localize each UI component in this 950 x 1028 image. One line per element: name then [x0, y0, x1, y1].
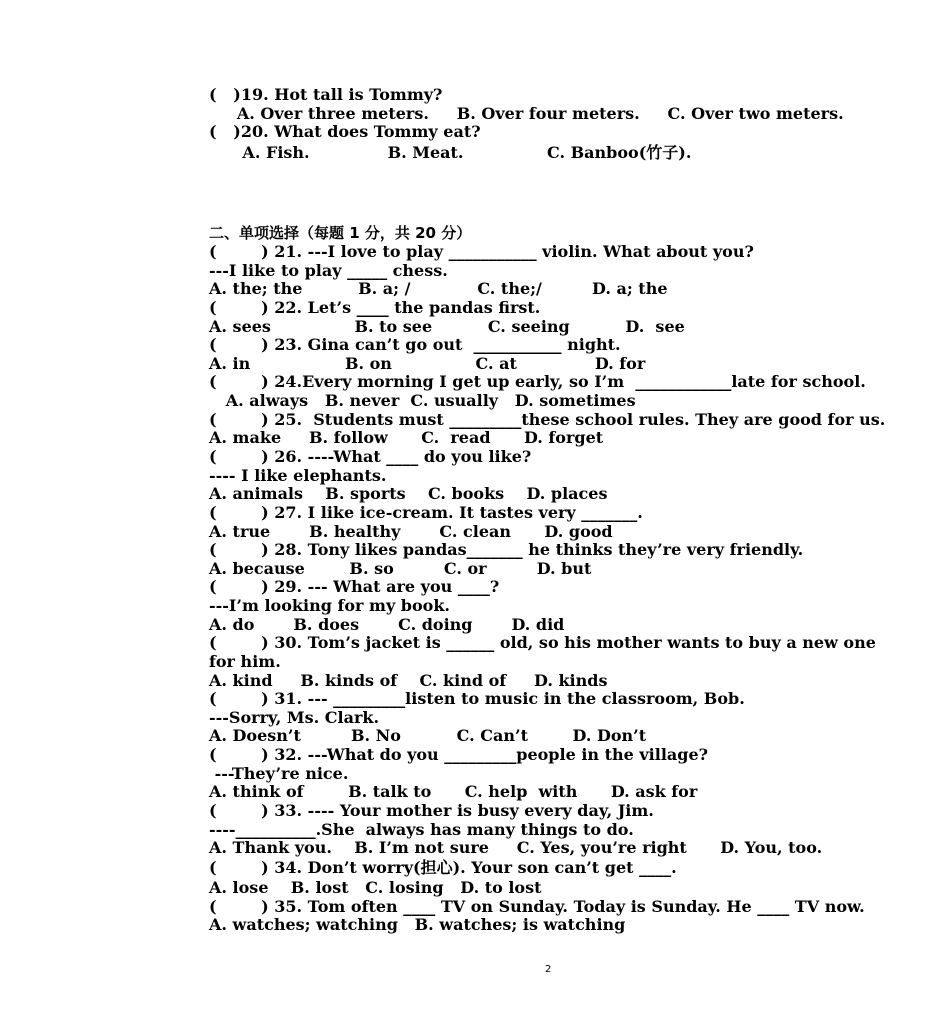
- question-29-options: A. do B. does C. doing D. did: [209, 615, 565, 634]
- question-28: ( ) 28. Tony likes pandas_______ he thinks they’re very friendly.: [209, 540, 804, 559]
- question-30: ( ) 30. Tom’s jacket is ______ old, so his mother wants to buy a new one: [209, 633, 876, 652]
- question-21-options: A. the; the B. a; / C. the;/ D. a; the: [209, 279, 668, 298]
- question-33-line-2: ----__________.She always has many things to do.: [209, 820, 634, 839]
- question-29: ( ) 29. --- What are you ____?: [209, 577, 500, 596]
- question-30-line-2: for him.: [209, 652, 281, 671]
- question-21-line-2: ---I like to play _____ chess.: [209, 261, 448, 280]
- question-34-options: A. lose B. lost C. losing D. to lost: [209, 878, 542, 897]
- question-20: ( )20. What does Tommy eat?: [209, 122, 481, 141]
- question-32-options: A. think of B. talk to C. help with D. ask for: [209, 782, 698, 801]
- question-25: ( ) 25. Students must _________these school rules. They are good for us.: [209, 410, 886, 429]
- question-21: ( ) 21. ---I love to play ___________ violin. What about you?: [209, 242, 754, 261]
- question-23-options: A. in B. on C. at D. for: [209, 354, 646, 373]
- question-26: ( ) 26. ----What ____ do you like?: [209, 447, 532, 466]
- page-number: 2: [545, 964, 552, 975]
- question-20-options: A. Fish. B. Meat. C. Banboo(竹子).: [209, 143, 692, 162]
- question-35-options: A. watches; watching B. watches; is watching: [209, 915, 626, 934]
- question-32-line-2: ---They’re nice.: [209, 764, 349, 783]
- question-35: ( ) 35. Tom often ____ TV on Sunday. Today is Sunday. He ____ TV now.: [209, 897, 865, 916]
- question-27: ( ) 27. I like ice-cream. It tastes very _______.: [209, 503, 643, 522]
- question-33-options: A. Thank you. B. I’m not sure C. Yes, you’re right D. You, too.: [209, 838, 823, 857]
- question-33: ( ) 33. ---- Your mother is busy every day, Jim.: [209, 801, 654, 820]
- question-27-options: A. true B. healthy C. clean D. good: [209, 522, 613, 541]
- question-24: ( ) 24.Every morning I get up early, so I’m ____________late for school.: [209, 372, 866, 391]
- question-19-options: A. Over three meters. B. Over four meters. C. Over two meters.: [209, 104, 844, 123]
- question-25-options: A. make B. follow C. read D. forget: [209, 428, 604, 447]
- question-22-options: A. sees B. to see C. seeing D. see: [209, 317, 685, 336]
- question-31-options: A. Doesn’t B. No C. Can’t D. Don’t: [209, 726, 647, 745]
- question-29-line-2: ---I’m looking for my book.: [209, 596, 450, 615]
- question-31: ( ) 31. --- _________listen to music in the classroom, Bob.: [209, 689, 745, 708]
- question-28-options: A. because B. so C. or D. but: [209, 559, 592, 578]
- question-26-line-2: ---- I like elephants.: [209, 466, 387, 485]
- question-26-options: A. animals B. sports C. books D. places: [209, 484, 608, 503]
- question-24-options: A. always B. never C. usually D. sometimes: [209, 391, 636, 410]
- question-32: ( ) 32. ---What do you _________people in the village?: [209, 745, 709, 764]
- section-heading: 二、单项选择（每题 1 分，共 20 分）: [209, 224, 472, 242]
- question-30-options: A. kind B. kinds of C. kind of D. kinds: [209, 671, 608, 690]
- question-31-line-2: ---Sorry, Ms. Clark.: [209, 708, 380, 727]
- question-19: ( )19. Hot tall is Tommy?: [209, 85, 443, 104]
- question-34: ( ) 34. Don’t worry(担心). Your son can’t get ____.: [209, 858, 677, 877]
- question-22: ( ) 22. Let’s ____ the pandas first.: [209, 298, 541, 317]
- question-23: ( ) 23. Gina can’t go out ___________ night.: [209, 335, 621, 354]
